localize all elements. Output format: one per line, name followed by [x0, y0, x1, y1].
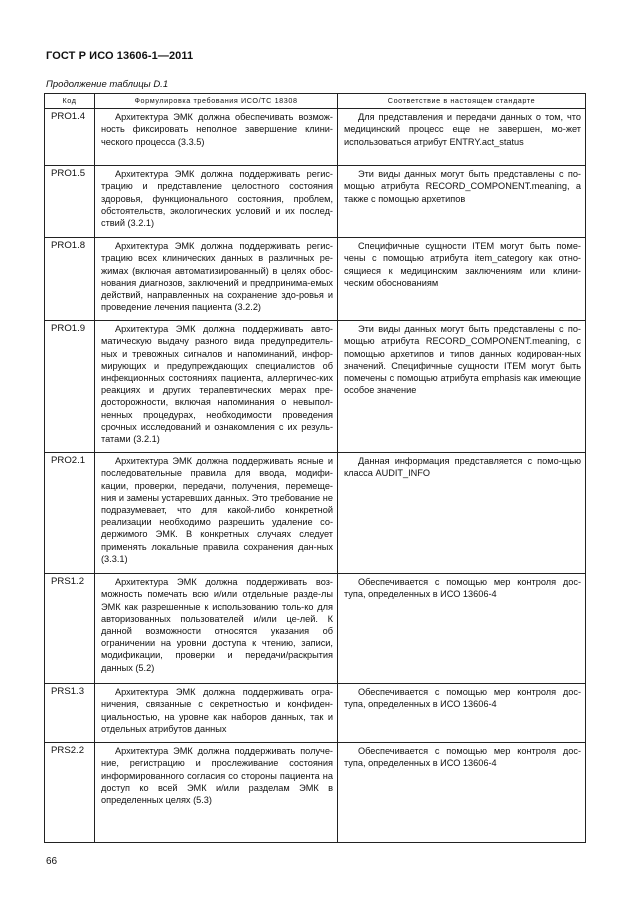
table-row [45, 238, 586, 321]
row-code: PRO2.1 [45, 453, 95, 574]
table-row [45, 743, 586, 843]
row-requirement: Архитектура ЭМК должна поддерживать авто-матическую выдачу разного вида предупредитель-ных и тревожных сигналов и напоминаний, инфор-мирующих и предупреждающих специалистов об инфекционных состояниях пациента, аллергичес-ких реакциях и других терапевтических мерах пре-досторожности, включая напоминания о невыпол-ненных процедурах, необходимости проведения срочных исследований и ознакомления с их резуль-татами (3.2.1) [101, 324, 333, 445]
requirements-table [44, 93, 586, 843]
row-requirement-cell [95, 109, 338, 166]
column-header-compliance: Соответствие в настоящем стандарте [338, 94, 586, 109]
row-compliance: Специфичные сущности ITEM могут быть поме-чены с помощью атрибута item_category как отно-сящиеся к медицинским заключениям или клини-ческим обоснованиям [344, 241, 581, 288]
table-row [45, 109, 586, 166]
row-compliance-cell [338, 453, 586, 574]
row-compliance-cell [338, 109, 586, 166]
row-requirement: Архитектура ЭМК должна обеспечивать возмож-ность фиксировать неполное завершение клини-ческого процесса (3.3.5) [101, 112, 333, 147]
row-compliance-cell [338, 166, 586, 238]
row-requirement-cell [95, 684, 338, 743]
document-title: ГОСТ Р ИСО 13606-1—2011 [46, 50, 194, 62]
table-continuation-caption: Продолжение таблицы D.1 [46, 79, 169, 90]
row-code: PRS2.2 [45, 743, 95, 843]
row-requirement-cell [95, 574, 338, 684]
row-requirement: Архитектура ЭМК должна поддерживать регис-трацию и представление целостного состояния здоровья, функционального состояния, проблем, обстоятельств, экологических условий и их послед-ствий (3.2.1) [101, 169, 333, 229]
row-requirement-cell [95, 321, 338, 453]
row-compliance: Эти виды данных могут быть представлены с по-мощью атрибута RECORD_COMPONENT.meaning, с помощью архетипов и типов данных кодирован-ных значений. Специфичные сущности ITEM могут быть помечены с помощью атрибута emphasis как имеющие особое значение [344, 324, 581, 396]
row-code: PRO1.4 [45, 109, 95, 166]
row-compliance-cell [338, 574, 586, 684]
row-compliance: Обеспечивается с помощью мер контроля дос-тупа, определенных в ИСО 13606-4 [344, 577, 581, 600]
row-compliance: Для представления и передачи данных о том, что медицинский процесс еще не завершен, мо-жет использоваться атрибут ENTRY.act_status [344, 112, 581, 147]
table-header-row [45, 94, 586, 109]
table-row [45, 321, 586, 453]
column-header-requirement: Формулировка требования ИСО/ТС 18308 [95, 94, 338, 109]
column-header-code: Код [45, 94, 95, 109]
table-row [45, 684, 586, 743]
row-compliance: Данная информация представляется с помо-щью класса AUDIT_INFO [344, 456, 581, 479]
row-compliance-cell [338, 238, 586, 321]
row-compliance: Обеспечивается с помощью мер контроля дос-тупа, определенных в ИСО 13606-4 [344, 687, 581, 710]
row-code: PRS1.2 [45, 574, 95, 684]
row-requirement-cell [95, 166, 338, 238]
row-requirement-cell [95, 453, 338, 574]
row-requirement: Архитектура ЭМК должна поддерживать огра-ничения, связанные с секретностью и конфиден-циальностью, на уровне как наборов данных, так и отдельных атрибутов данных [101, 687, 333, 734]
row-requirement-cell [95, 238, 338, 321]
row-compliance-cell [338, 743, 586, 843]
row-requirement: Архитектура ЭМК должна поддерживать регис-трацию всех клинических данных в различных ре-жимах (включая автоматизированный) в целях обос-нования диагнозов, заключений и предпринима-емых действий, направленных на сохранение здо-ровья и проведение лечения пациента (3.2.2) [101, 241, 333, 313]
row-code: PRS1.3 [45, 684, 95, 743]
row-code: PRO1.9 [45, 321, 95, 453]
page-number: 66 [46, 856, 58, 867]
row-requirement: Архитектура ЭМК должна поддерживать воз-можность помечать всю и/или отдельные разде-лы ЭМК как разрешенные к использованию толь-ко для авторизованных пользователей и/или це-лей. К данной возможности относятся указания об ограничении на уровни доступа к чтению, записи, модификации, проверки и передачи/раскрытия данных (5.2) [101, 577, 333, 673]
table-row [45, 453, 586, 574]
row-requirement: Архитектура ЭМК должна поддерживать получе-ние, регистрацию и прослеживание состояния информированного согласия со стороны пациента на доступ ко всей ЭМК и/или разделам ЭМК в определенных целях (5.3) [101, 746, 333, 806]
row-code: PRO1.5 [45, 166, 95, 238]
row-compliance: Эти виды данных могут быть представлены с по-мощью атрибута RECORD_COMPONENT.meaning, а также с помощью архетипов [344, 169, 581, 204]
row-requirement-cell [95, 743, 338, 843]
row-compliance: Обеспечивается с помощью мер контроля дос-тупа, определенных в ИСО 13606-4 [344, 746, 581, 769]
table-row [45, 166, 586, 238]
row-compliance-cell [338, 321, 586, 453]
row-code: PRO1.8 [45, 238, 95, 321]
table-row [45, 574, 586, 684]
row-requirement: Архитектура ЭМК должна поддерживать ясные и последовательные правила для ввода, модифи-кации, проверки, передачи, получения, перемеще-ния и замены устаревших данных. Это требование не подразумевает, что для какой-либо конкретной реализации необходимо разрешить удаление со-держимого ЭМК. В конкретных случаях следует применять локальные правила сохранения дан-ных (3.3.1) [101, 456, 333, 564]
row-compliance-cell [338, 684, 586, 743]
